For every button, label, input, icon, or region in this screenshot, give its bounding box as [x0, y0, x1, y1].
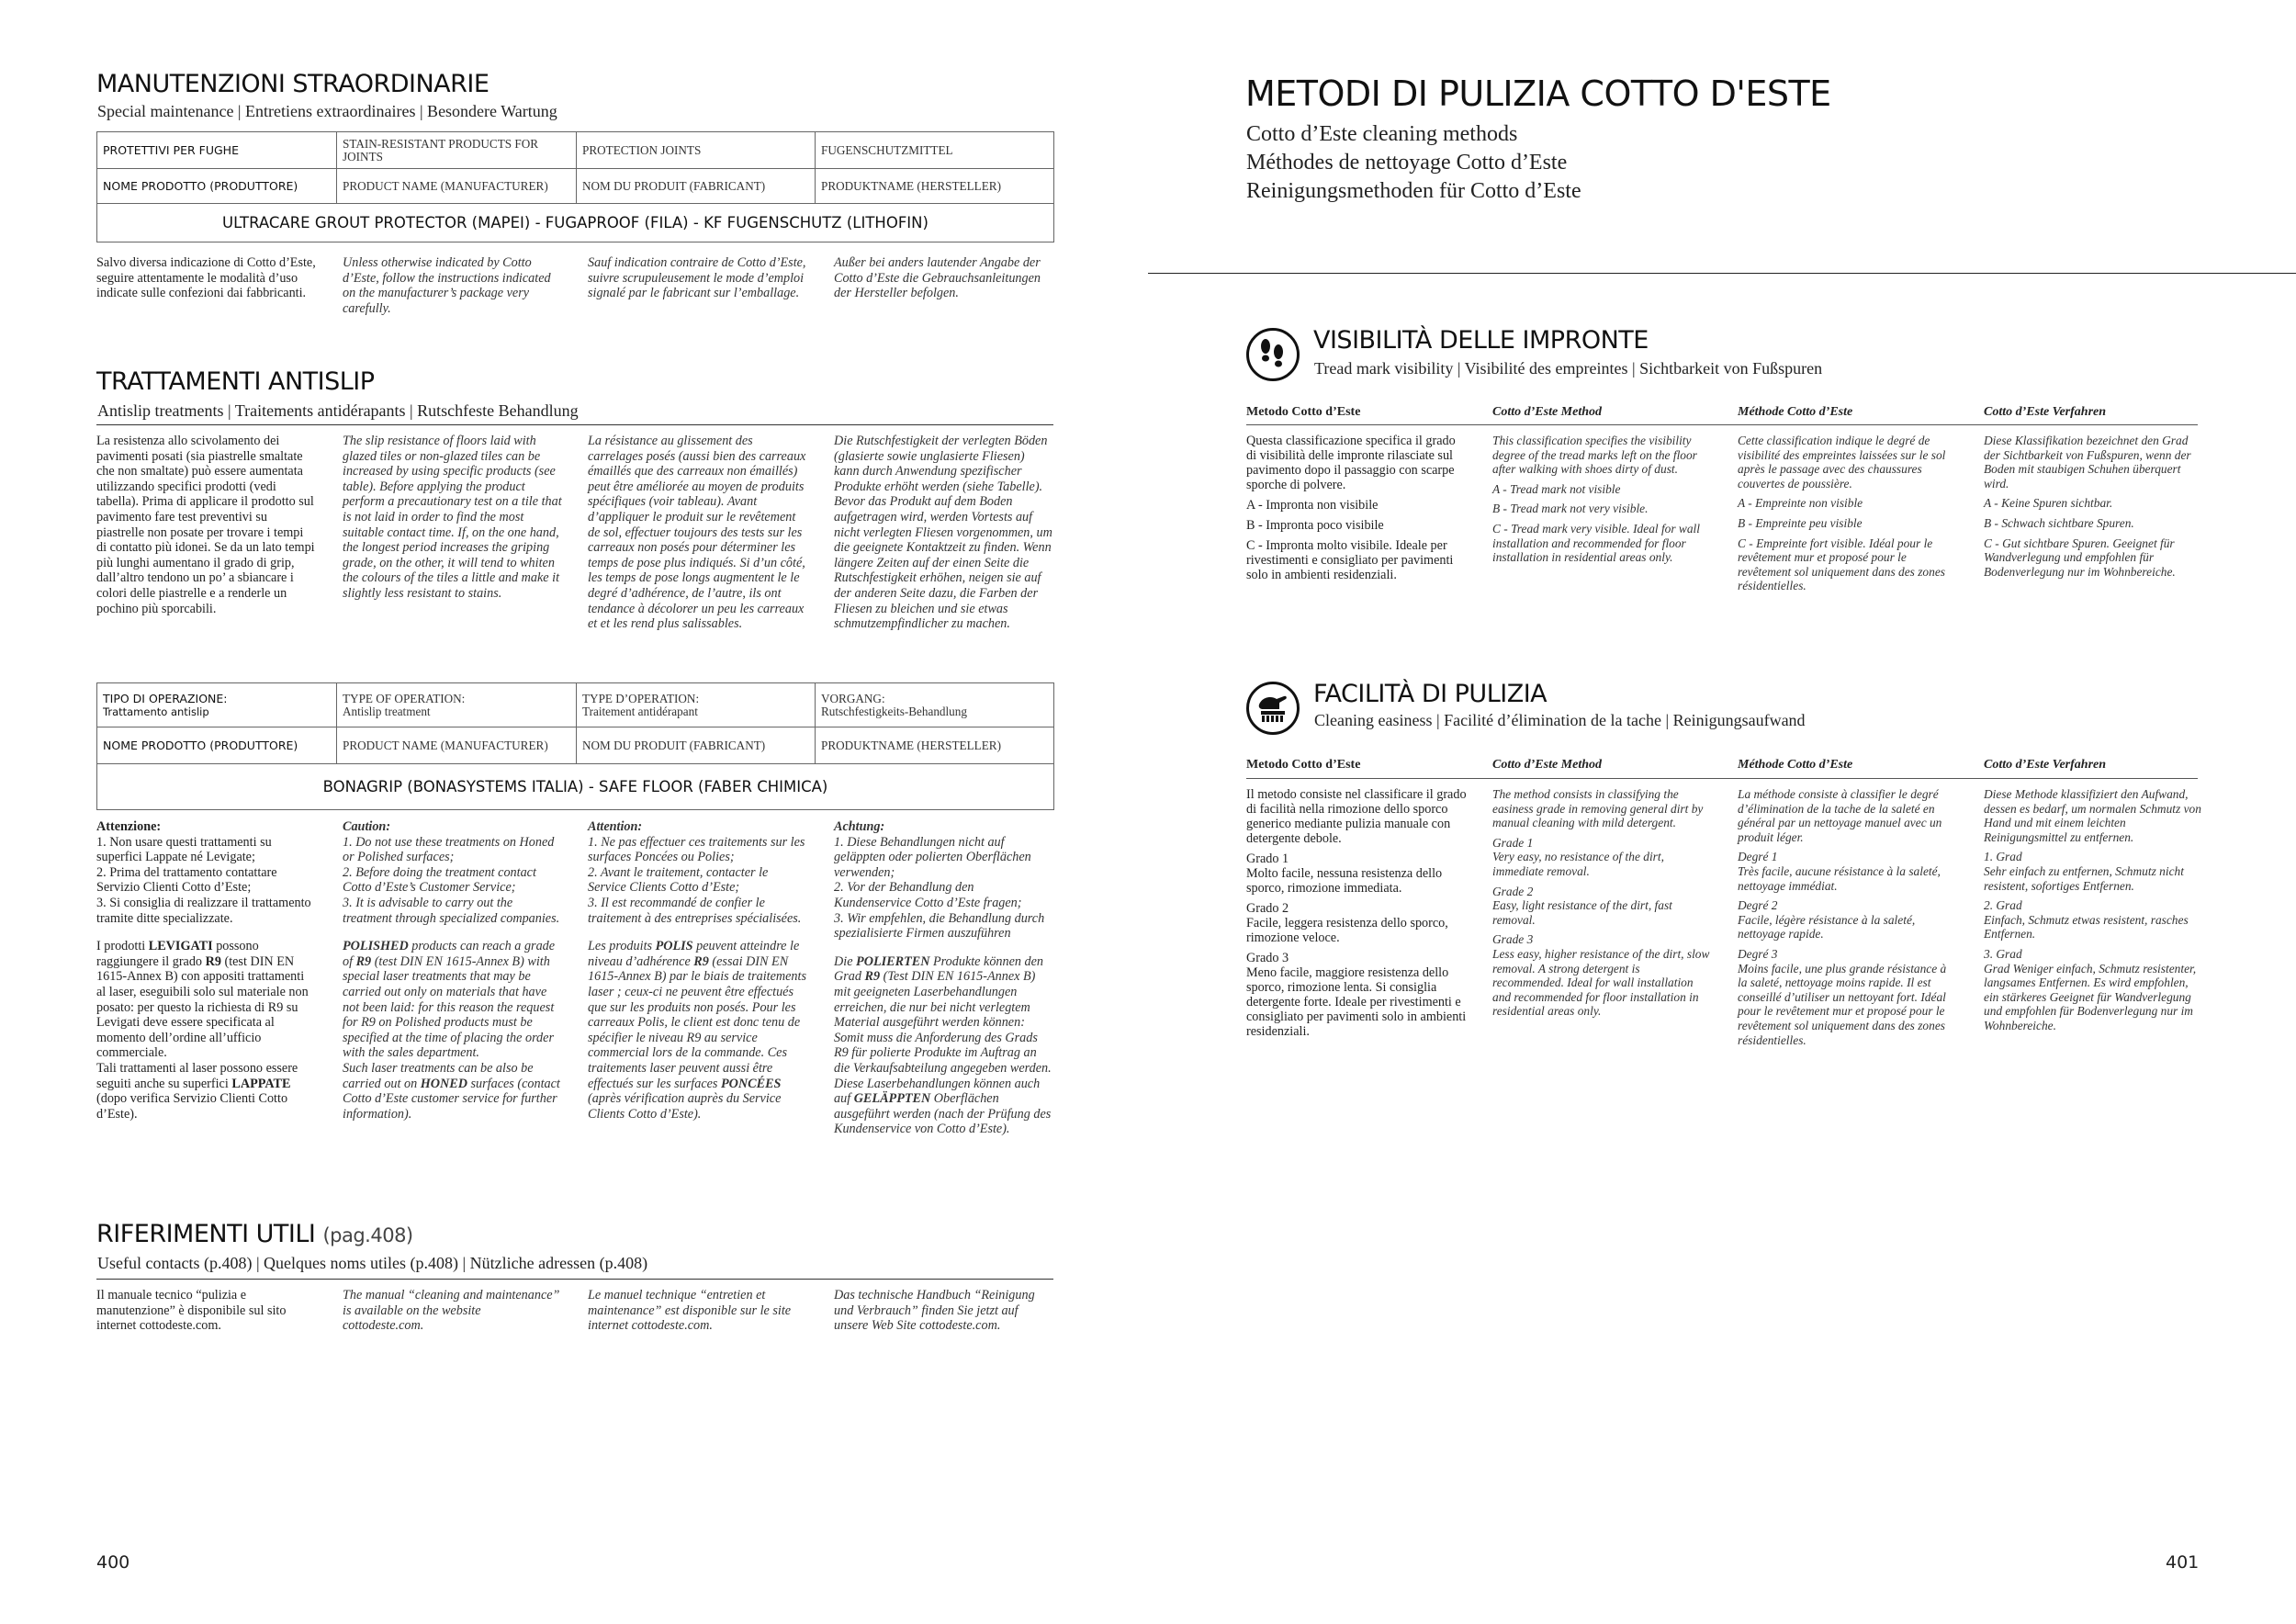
divider — [96, 1279, 1053, 1280]
tread-col-it: Questa classificazione specifica il grado di visibilità delle impronte rilasciate sul pavimento dopo il passaggio con scarpe sporche di polvere. A - Impronta non visibile B - Impronta poco visibile C - Impronta molto visibile. Ideale per rivestimenti e consigliato per pavimenti solo in ambienti residenziali. — [1246, 434, 1456, 582]
column-header: Méthode Cotto d’Este — [1738, 405, 1853, 419]
cleaning-col-fr: La méthode consiste à classifier le degré d’élimination de la tache de la saleté en général par un nettoyage manuel avec un produit léger. Degré 1 Très facile, aucune résistance à la saleté, nettoyage immédiat. Degré 2 Facile, légère résistance à la saleté, nettoyage rapide. Degré 3 Moins facile, une plus grande résistance à la saleté, nettoyage moins rapide. Il est conseillé d’utiliser un nettoyant fort. Idéal pour le revêtement mur et proposé pour le revêtement sol uniquement dans des zones résidentielles. — [1738, 787, 1947, 1047]
references-title: RIFERIMENTI UTILI (pag.408) — [96, 1220, 413, 1248]
cleaning-title: FACILITÀ DI PULIZIA — [1313, 680, 1548, 708]
page-subtitle-fr: Méthodes de nettoyage Cotto d’Este — [1246, 151, 1568, 175]
column-header: Cotto d’Este Method — [1492, 758, 1603, 772]
cleaning-col-it: Il metodo consiste nel classificare il grado di facilità nella rimozione dello sporco generico mediante pulizia manuale con detergente debole. Grado 1 Molto facile, nessuna resistenza dello sporco, rimozione immediata. Grado 2 Facile, leggera resistenza dello sporco, rimozione veloce. Grado 3 Meno facile, maggiore resistenza dello sporco, rimozione lenta. Si consiglia detergente forte. Ideale per rivestimenti e consigliato per pavimenti solo in ambienti residenziali. — [1246, 787, 1467, 1039]
table-cell: TYPE D’OPERATION: Traitement antidérapant — [577, 683, 816, 727]
divider — [1246, 778, 2198, 779]
antislip-warning-en: Caution: 1. Do not use these treatments on Honed or Polished surfaces; 2. Before doing the treatment contact Cotto d’Este’s Customer Service; 3. It is advisable to carry out the treatment through specialized companies. POLISHED products can reach a grade of R9 (test DIN EN 1615-Annex B) with special laser treatments that may be carried out only on materials that have not been laid: for this reason the request for R9 on Polished products must be specified at the time of placing the order with the sales department. Such laser treatments can be also be carried out on HONED surfaces (contact Cotto d’Este customer service for further information). — [343, 819, 560, 1122]
antislip-para-fr: La résistance au glissement des carrelages posés (aussi bien des carreaux émaillés que des carreaux non émaillés) peut être améliorée au moyen de produits spécifiques (voir tableau). Avant d’appliquer le produit sur le revêtement de sol, effectuer toujours des tests sur les carreaux non posés pour déterminer les temps de pose plus indiqués. Si d’un côté, les temps de pose longs augmentent le le degré d’adhérence, de l’autre, ils ont tendance à décolorer un peu les carreaux et et les rend plus salissables. — [588, 434, 806, 632]
maintenance-title: MANUTENZIONI STRAORDINARIE — [96, 70, 490, 98]
antislip-warning-it: Attenzione: 1. Non usare questi trattamenti su superfici Lappate né Levigate; 2. Prima del trattamento contattare Servizio Clienti Cotto d’Este; 3. Si consiglia di realizzare il trattamento tramite ditte specializzate. I prodotti LEVIGATI possono raggiungere il grado R9 (test DIN EN 1615-Annex B) con appositi trattamenti al laser, eseguibili solo sul materiale non posato: per questo la richiesta di R9 su Levigati deve essere specificata al momento dell’ordine all’ufficio commerciale. Tali trattamenti al laser possono essere seguiti anche su superfici LAPPATE (dopo verifica Servizio Clienti Cotto d’Este). — [96, 819, 311, 1122]
joint-products-cell: ULTRACARE GROUT PROTECTOR (MAPEI) - FUGAPROOF (FILA) - KF FUGENSCHUTZ (LITHOFIN) — [97, 204, 1054, 242]
divider — [96, 424, 1053, 425]
column-header: Metodo Cotto d’Este — [1246, 405, 1361, 419]
table-cell: VORGANG: Rutschfestigkeits-Behandlung — [816, 683, 1054, 727]
table-cell: FUGENSCHUTZMITTEL — [816, 132, 1054, 169]
table-cell: NOM DU PRODUIT (FABRICANT) — [577, 169, 816, 204]
cleaning-subtitle: Cleaning easiness | Facilité d’élimination de la tache | Reinigungsaufwand — [1314, 711, 1806, 729]
maintenance-note-en: Unless otherwise indicated by Cotto d’Este, follow the instructions indicated on the manufacturer’s package very carefully. — [343, 255, 551, 316]
footprints-icon — [1246, 328, 1300, 381]
table-cell: PRODUKTNAME (HERSTELLER) — [816, 169, 1054, 204]
references-it: Il manuale tecnico “pulizia e manutenzione” è disponibile sul sito internet cottodeste.com. — [96, 1288, 287, 1334]
references-fr: Le manuel technique “entretien et maintenance” est disponible sur le site internet cottodeste.com. — [588, 1288, 792, 1334]
joint-protection-table — [96, 131, 1054, 242]
cleaning-col-en: The method consists in classifying the easiness grade in removing general dirt by manual cleaning with mild detergent. Grade 1 Very easy, no resistance of the dirt, immediate removal. Grade 2 Easy, light resistance of the dirt, fast removal. Grade 3 Less easy, higher resistance of the dirt, slow removal. A strong detergent is recommended. Ideal for wall installation and recommended for floor installation in residential areas only. — [1492, 787, 1710, 1019]
page-number-left: 400 — [96, 1552, 130, 1573]
table-cell: NOM DU PRODUIT (FABRICANT) — [577, 727, 816, 764]
divider — [1246, 424, 2198, 425]
antislip-subtitle: Antislip treatments | Traitements antidérapants | Rutschfeste Behandlung — [97, 401, 579, 420]
page-subtitle-en: Cotto d’Este cleaning methods — [1246, 122, 1518, 146]
maintenance-note-de: Außer bei anders lautender Angabe der Cotto d’Este die Gebrauchsanleitungen der Hersteller befolgen. — [834, 255, 1041, 301]
page-subtitle-de: Reinigungsmethoden für Cotto d’Este — [1246, 179, 1581, 203]
table-cell: PRODUKTNAME (HERSTELLER) — [816, 727, 1054, 764]
tread-col-en: This classification specifies the visibility degree of the tread marks left on the floor after walking with shoes dirty of dust. A - Tread mark not visible B - Tread mark not very visible. C - Tread mark very visible. Ideal for wall installation and recommended for floor installation in residential areas only. — [1492, 434, 1700, 565]
table-cell: NOME PRODOTTO (PRODUTTORE) — [97, 727, 337, 764]
maintenance-subtitle: Special maintenance | Entretiens extraordinaires | Besondere Wartung — [97, 102, 557, 120]
antislip-para-en: The slip resistance of floors laid with glazed tiles or non-glazed tiles can be increased by using specific products (see table). Before applying the product perform a precautionary test on a tile that is not laid in order to find the most suitable contact time. If, on the one hand, the longest period increases the griping grade, on the other, it will tend to whiten the colours of the tiles a little and make it slightly less resistant to stains. — [343, 434, 562, 601]
maintenance-note-fr: Sauf indication contraire de Cotto d’Este, suivre scrupuleusement le mode d’emploi signalé par le fabricant sur l’emballage. — [588, 255, 806, 301]
tread-col-fr: Cette classification indique le degré de visibilité des empreintes laissées sur le sol après le passage avec des chaussures couvertes de poussière. A - Empreinte non visible B - Empreinte peu visible C - Empreinte fort visible. Idéal pour le revêtement mur et proposé pour le revêtement sol uniquement dans des zones résidentielles. — [1738, 434, 1946, 593]
column-header: Méthode Cotto d’Este — [1738, 758, 1853, 772]
tread-subtitle: Tread mark visibility | Visibilité des empreintes | Sichtbarkeit von Fußspuren — [1314, 359, 1823, 378]
antislip-para-it: La resistenza allo scivolamento dei pavimenti posati (sia piastrelle smaltate che non smaltate) può essere aumentata utilizzando specifici prodotti (vedi tabella). Prima di applicare il prodotto sul pavimento fare test preventivi su piastrelle non posate per trovare i tempi di contatto più idonei. Se da un lato tempi più lunghi aumentano il grado di grip, dall’altro tendono un po’ a sbiancare i colori delle piastrelle e a renderle un pochino più sporcabili. — [96, 434, 315, 616]
column-header: Metodo Cotto d’Este — [1246, 758, 1361, 772]
table-cell: TYPE OF OPERATION: Antislip treatment — [337, 683, 577, 727]
page-number-right: 401 — [2166, 1552, 2200, 1573]
column-header: Cotto d’Este Method — [1492, 405, 1603, 419]
references-de: Das technische Handbuch “Reinigung und Verbrauch” finden Sie jetzt auf unsere Web Site cottodeste.com. — [834, 1288, 1035, 1334]
cleaning-col-de: Diese Methode klassifiziert den Aufwand, dessen es bedarf, um normalen Schmutz von Hand und mit einem leichten Reinigungsmittel zu entfernen. 1. Grad Sehr einfach zu entfernen, Schmutz nicht resistent, sofortiges Entfernen. 2. Grad Einfach, Schmutz etwas resistent, rasches Entfernen. 3. Grad Grad Weniger einfach, Schmutz resistenter, langsames Entfernen. Es wird empfohlen, ein stärkeres Geeignet für Wandverlegung und empfohlen für Bodenverlegung nur im Wohnbereiche. — [1984, 787, 2201, 1032]
table-cell: NOME PRODOTTO (PRODUTTORE) — [97, 169, 337, 204]
references-en: The manual “cleaning and maintenance” is available on the website cottodeste.com. — [343, 1288, 560, 1334]
tread-col-de: Diese Klassifikation bezeichnet den Grad der Sichtbarkeit von Fußspuren, wenn der Boden mit staubigen Schuhen überquert wird. A - Keine Spuren sichtbar. B - Schwach sichtbare Spuren. C - Gut sichtbare Spuren. Geeignet für Wandverlegung und empfohlen für Bodenverlegung nur im Wohnbereiche. — [1984, 434, 2191, 579]
antislip-para-de: Die Rutschfestigkeit der verlegten Böden (glasierte sowie unglasierte Fliesen) kann durch Anwendung spezifischer Produkte erhöht werden (siehe Tabelle). Bevor das Produkt auf dem Boden aufgetragen wird, werden Vortests auf nicht verlegten Fliesen vorgenommen, um die geeignete Kontaktzeit zu finden. Wenn längere Zeiten auf der einen Seite die Rutschfestigkeit erhöhen, neigen sie auf der anderen Seite dazu, die Farben der Fliesen zu bleichen und sie etwas schmutzempfindlicher zu machen. — [834, 434, 1052, 632]
antislip-warning-de: Achtung: 1. Diese Behandlungen nicht auf geläppten oder polierten Oberflächen verwenden; 2. Vor der Behandlung den Kundenservice Cotto d’Este fragen; 3. Wir empfehlen, die Behandlung durch spezialisierte Firmen auszuführen Die POLIERTEN Produkte können den Grad R9 (Test DIN EN 1615-Annex B) mit geeigneten Laserbehandlungen erreichen, die nur bei nicht verlegtem Material ausgeführt werden können: Somit muss die Anforderung des Grads R9 für polierte Produkte im Auftrag an die Verkaufsabteilung angegeben werden. Diese Laserbehandlungen können auch auf GELÄPPTEN Oberflächen ausgeführt werden (nach der Prüfung des Kundenservice von Cotto d’Este). — [834, 819, 1052, 1137]
table-cell: STAIN-RESISTANT PRODUCTS FOR JOINTS — [337, 132, 577, 169]
tread-title: VISIBILITÀ DELLE IMPRONTE — [1313, 326, 1649, 355]
column-header: Cotto d’Este Verfahren — [1984, 758, 2107, 772]
page-title: METODI DI PULIZIA COTTO D'ESTE — [1245, 73, 1831, 114]
antislip-products-cell: BONAGRIP (BONASYSTEMS ITALIA) - SAFE FLOOR (FABER CHIMICA) — [97, 764, 1054, 810]
table-cell: PRODUCT NAME (MANUFACTURER) — [337, 727, 577, 764]
header-divider — [1148, 273, 2296, 274]
cleaning-hand-icon — [1246, 682, 1300, 735]
table-cell: PROTETTIVI PER FUGHE — [97, 132, 337, 169]
column-header: Cotto d’Este Verfahren — [1984, 405, 2107, 419]
maintenance-note-it: Salvo diversa indicazione di Cotto d’Este, seguire attentamente le modalità d’uso indicate sulle confezioni dai fabbricanti. — [96, 255, 316, 301]
table-cell: PROTECTION JOINTS — [577, 132, 816, 169]
antislip-title: TRATTAMENTI ANTISLIP — [96, 367, 375, 396]
table-cell: PRODUCT NAME (MANUFACTURER) — [337, 169, 577, 204]
antislip-table — [96, 682, 1054, 810]
table-cell: TIPO DI OPERAZIONE: Trattamento antislip — [97, 683, 337, 727]
references-subtitle: Useful contacts (p.408) | Quelques noms utiles (p.408) | Nützliche adressen (p.408) — [97, 1254, 648, 1272]
antislip-warning-fr: Attention: 1. Ne pas effectuer ces traitements sur les surfaces Poncées ou Polies; 2. Avant le traitement, contacter le Service Clients Cotto d’Este; 3. Il est recommandé de confier le traitement à des entreprises spécialisées. Les produits POLIS peuvent atteindre le niveau d’adhérence R9 (essai DIN EN 1615-Annex B) par le biais de traitements laser ; ceux-ci ne peuvent être effectués que sur les produits non posés. Pour les carreaux Polis, le client est donc tenu de spécifier le niveau R9 au service commercial lors de la commande. Ces traitements laser peuvent aussi être effectués sur les surfaces PONCÉES (après vérification auprès du Service Clients Cotto d’Este). — [588, 819, 806, 1122]
